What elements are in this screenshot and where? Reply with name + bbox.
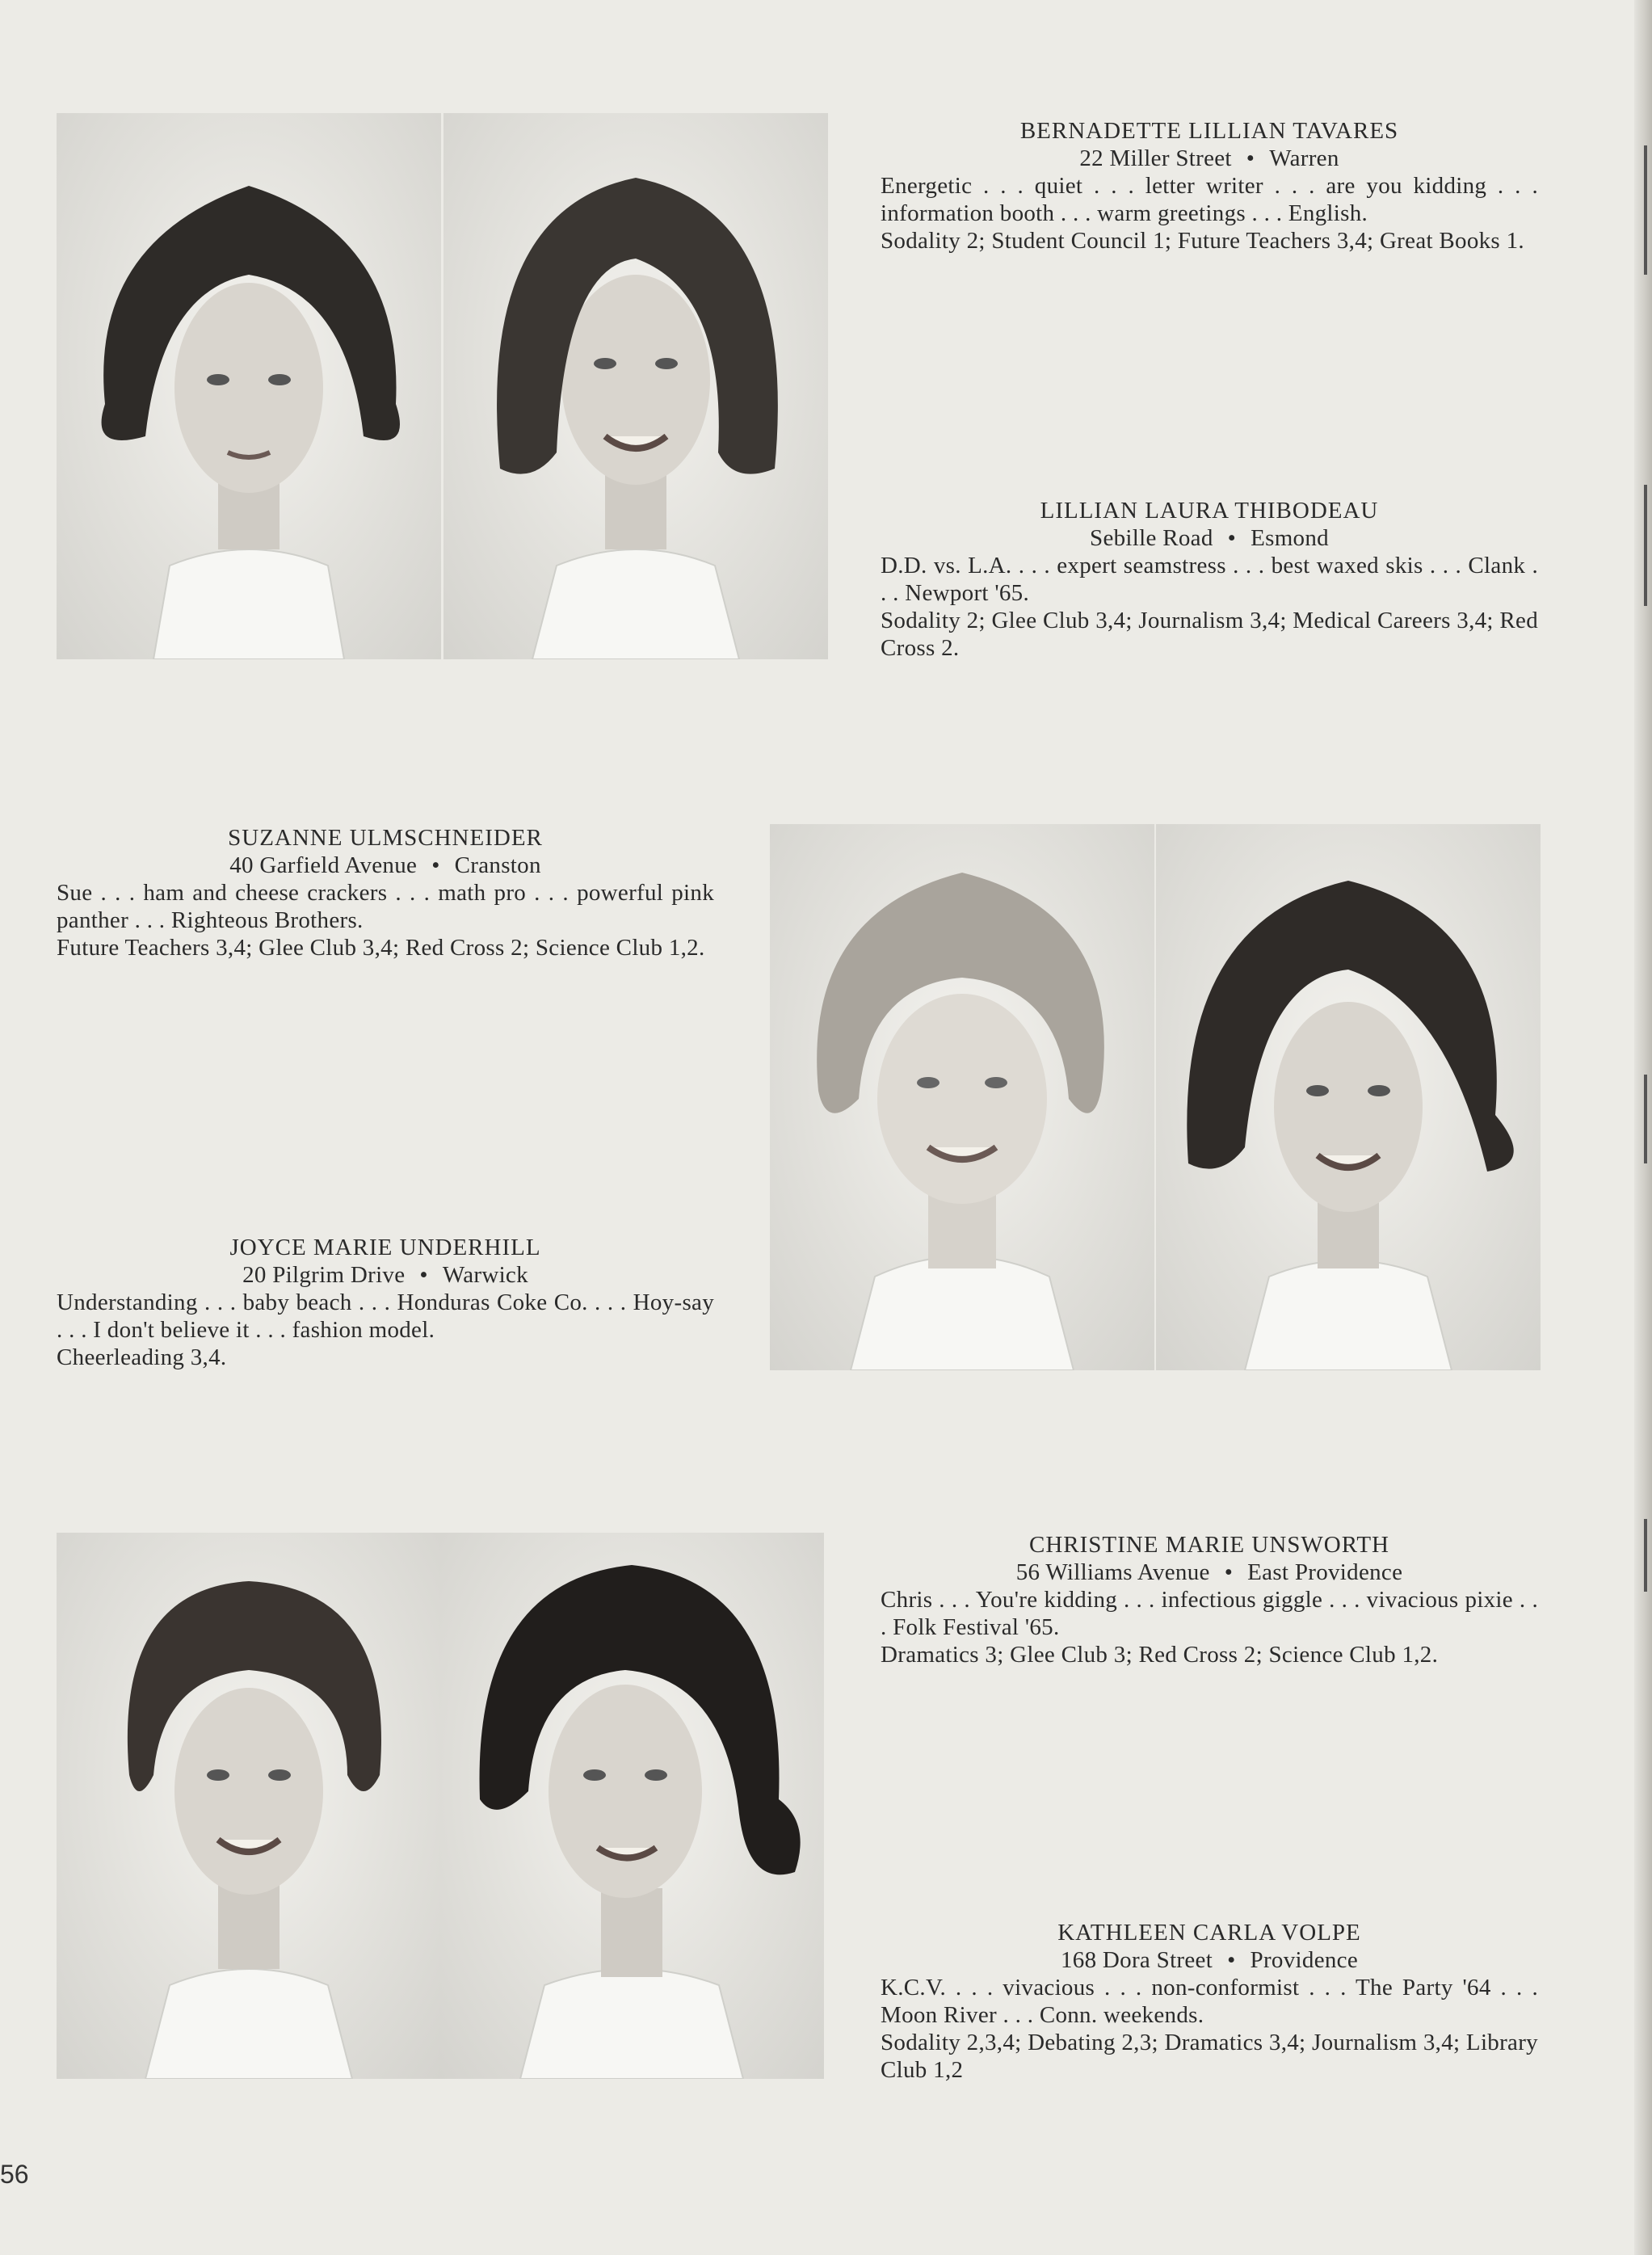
senior-description: Chris . . . You're kidding . . . infectious giggle . . . vivacious pixie . . . Folk Festival '65. [881, 1587, 1538, 1640]
street: 20 Pilgrim Drive [242, 1262, 406, 1288]
senior-activities: Sodality 2; Glee Club 3,4; Journalism 3,4; Medical Careers 3,4; Red Cross 2. [881, 608, 1538, 661]
senior-bio [881, 1919, 1538, 2084]
spine-mark [1644, 145, 1647, 275]
senior-name: LILLIAN LAURA THIBODEAU [1040, 498, 1379, 524]
street: 40 Garfield Avenue [229, 852, 418, 878]
town: Warren [1269, 145, 1339, 171]
senior-photo-unsworth [57, 1533, 441, 2079]
senior-photo-thibodeau [443, 113, 828, 659]
senior-activities: Cheerleading 3,4. [57, 1344, 227, 1370]
senior-photo-underhill [1156, 824, 1541, 1370]
town: Providence [1250, 1947, 1359, 1973]
bullet-icon: • [1227, 1947, 1236, 1973]
bullet-icon: • [419, 1262, 428, 1288]
senior-description: Understanding . . . baby beach . . . Honduras Coke Co. . . . Hoy-say . . . I don't believe it . . . fashion model. [57, 1289, 714, 1343]
bullet-icon: • [1224, 1559, 1234, 1585]
page-number: 56 [0, 2160, 29, 2189]
senior-photo-ulmschneider [770, 824, 1154, 1370]
street: 56 Williams Avenue [1015, 1559, 1210, 1585]
senior-description: Energetic . . . quiet . . . letter writer . . . are you kidding . . . information booth . . . warm greetings . . . English. [881, 173, 1538, 226]
bullet-icon: • [431, 852, 440, 878]
senior-address [881, 524, 1538, 552]
senior-address [57, 1261, 714, 1289]
town: East Providence [1247, 1559, 1403, 1585]
senior-address [881, 145, 1538, 172]
senior-address [881, 1559, 1538, 1586]
senior-photo-tavares [57, 113, 441, 659]
senior-address [57, 852, 714, 879]
senior-description: K.C.V. . . . vivacious . . . non-conformist . . . The Party '64 . . . Moon River . . . Conn. weekends. [881, 1975, 1538, 2028]
town: Warwick [442, 1262, 528, 1288]
senior-activities: Dramatics 3; Glee Club 3; Red Cross 2; Science Club 1,2. [881, 1642, 1439, 1668]
senior-address [881, 1946, 1538, 1974]
senior-name: JOYCE MARIE UNDERHILL [229, 1235, 541, 1260]
senior-bio [881, 117, 1538, 255]
spine-mark [1644, 1075, 1647, 1163]
page-spine [1634, 0, 1652, 2255]
spine-mark [1644, 485, 1647, 606]
town: Cranston [454, 852, 541, 878]
senior-description: D.D. vs. L.A. . . . expert seamstress . . . best waxed skis . . . Clank . . . Newport '65. [881, 553, 1538, 606]
senior-name: CHRISTINE MARIE UNSWORTH [1029, 1532, 1389, 1558]
senior-activities: Sodality 2; Student Council 1; Future Teachers 3,4; Great Books 1. [881, 228, 1524, 254]
senior-bio [881, 497, 1538, 662]
bullet-icon: • [1246, 145, 1255, 171]
town: Esmond [1251, 525, 1329, 551]
street: 22 Miller Street [1079, 145, 1232, 171]
senior-bio [881, 1531, 1538, 1668]
senior-name: KATHLEEN CARLA VOLPE [1057, 1920, 1361, 1946]
senior-bio [57, 1234, 714, 1371]
street: 168 Dora Street [1060, 1947, 1213, 1973]
spine-mark [1644, 1519, 1647, 1592]
senior-description: Sue . . . ham and cheese crackers . . . math pro . . . powerful pink panther . . . Righteous Brothers. [57, 880, 714, 933]
senior-activities: Future Teachers 3,4; Glee Club 3,4; Red Cross 2; Science Club 1,2. [57, 935, 705, 961]
bullet-icon: • [1227, 525, 1237, 551]
senior-name: BERNADETTE LILLIAN TAVARES [1019, 118, 1399, 144]
senior-name: SUZANNE ULMSCHNEIDER [228, 825, 543, 851]
senior-photo-volpe [439, 1533, 824, 2079]
senior-bio [57, 824, 714, 961]
street: Sebille Road [1090, 525, 1213, 551]
senior-activities: Sodality 2,3,4; Debating 2,3; Dramatics 3,4; Journalism 3,4; Library Club 1,2 [881, 2030, 1538, 2083]
